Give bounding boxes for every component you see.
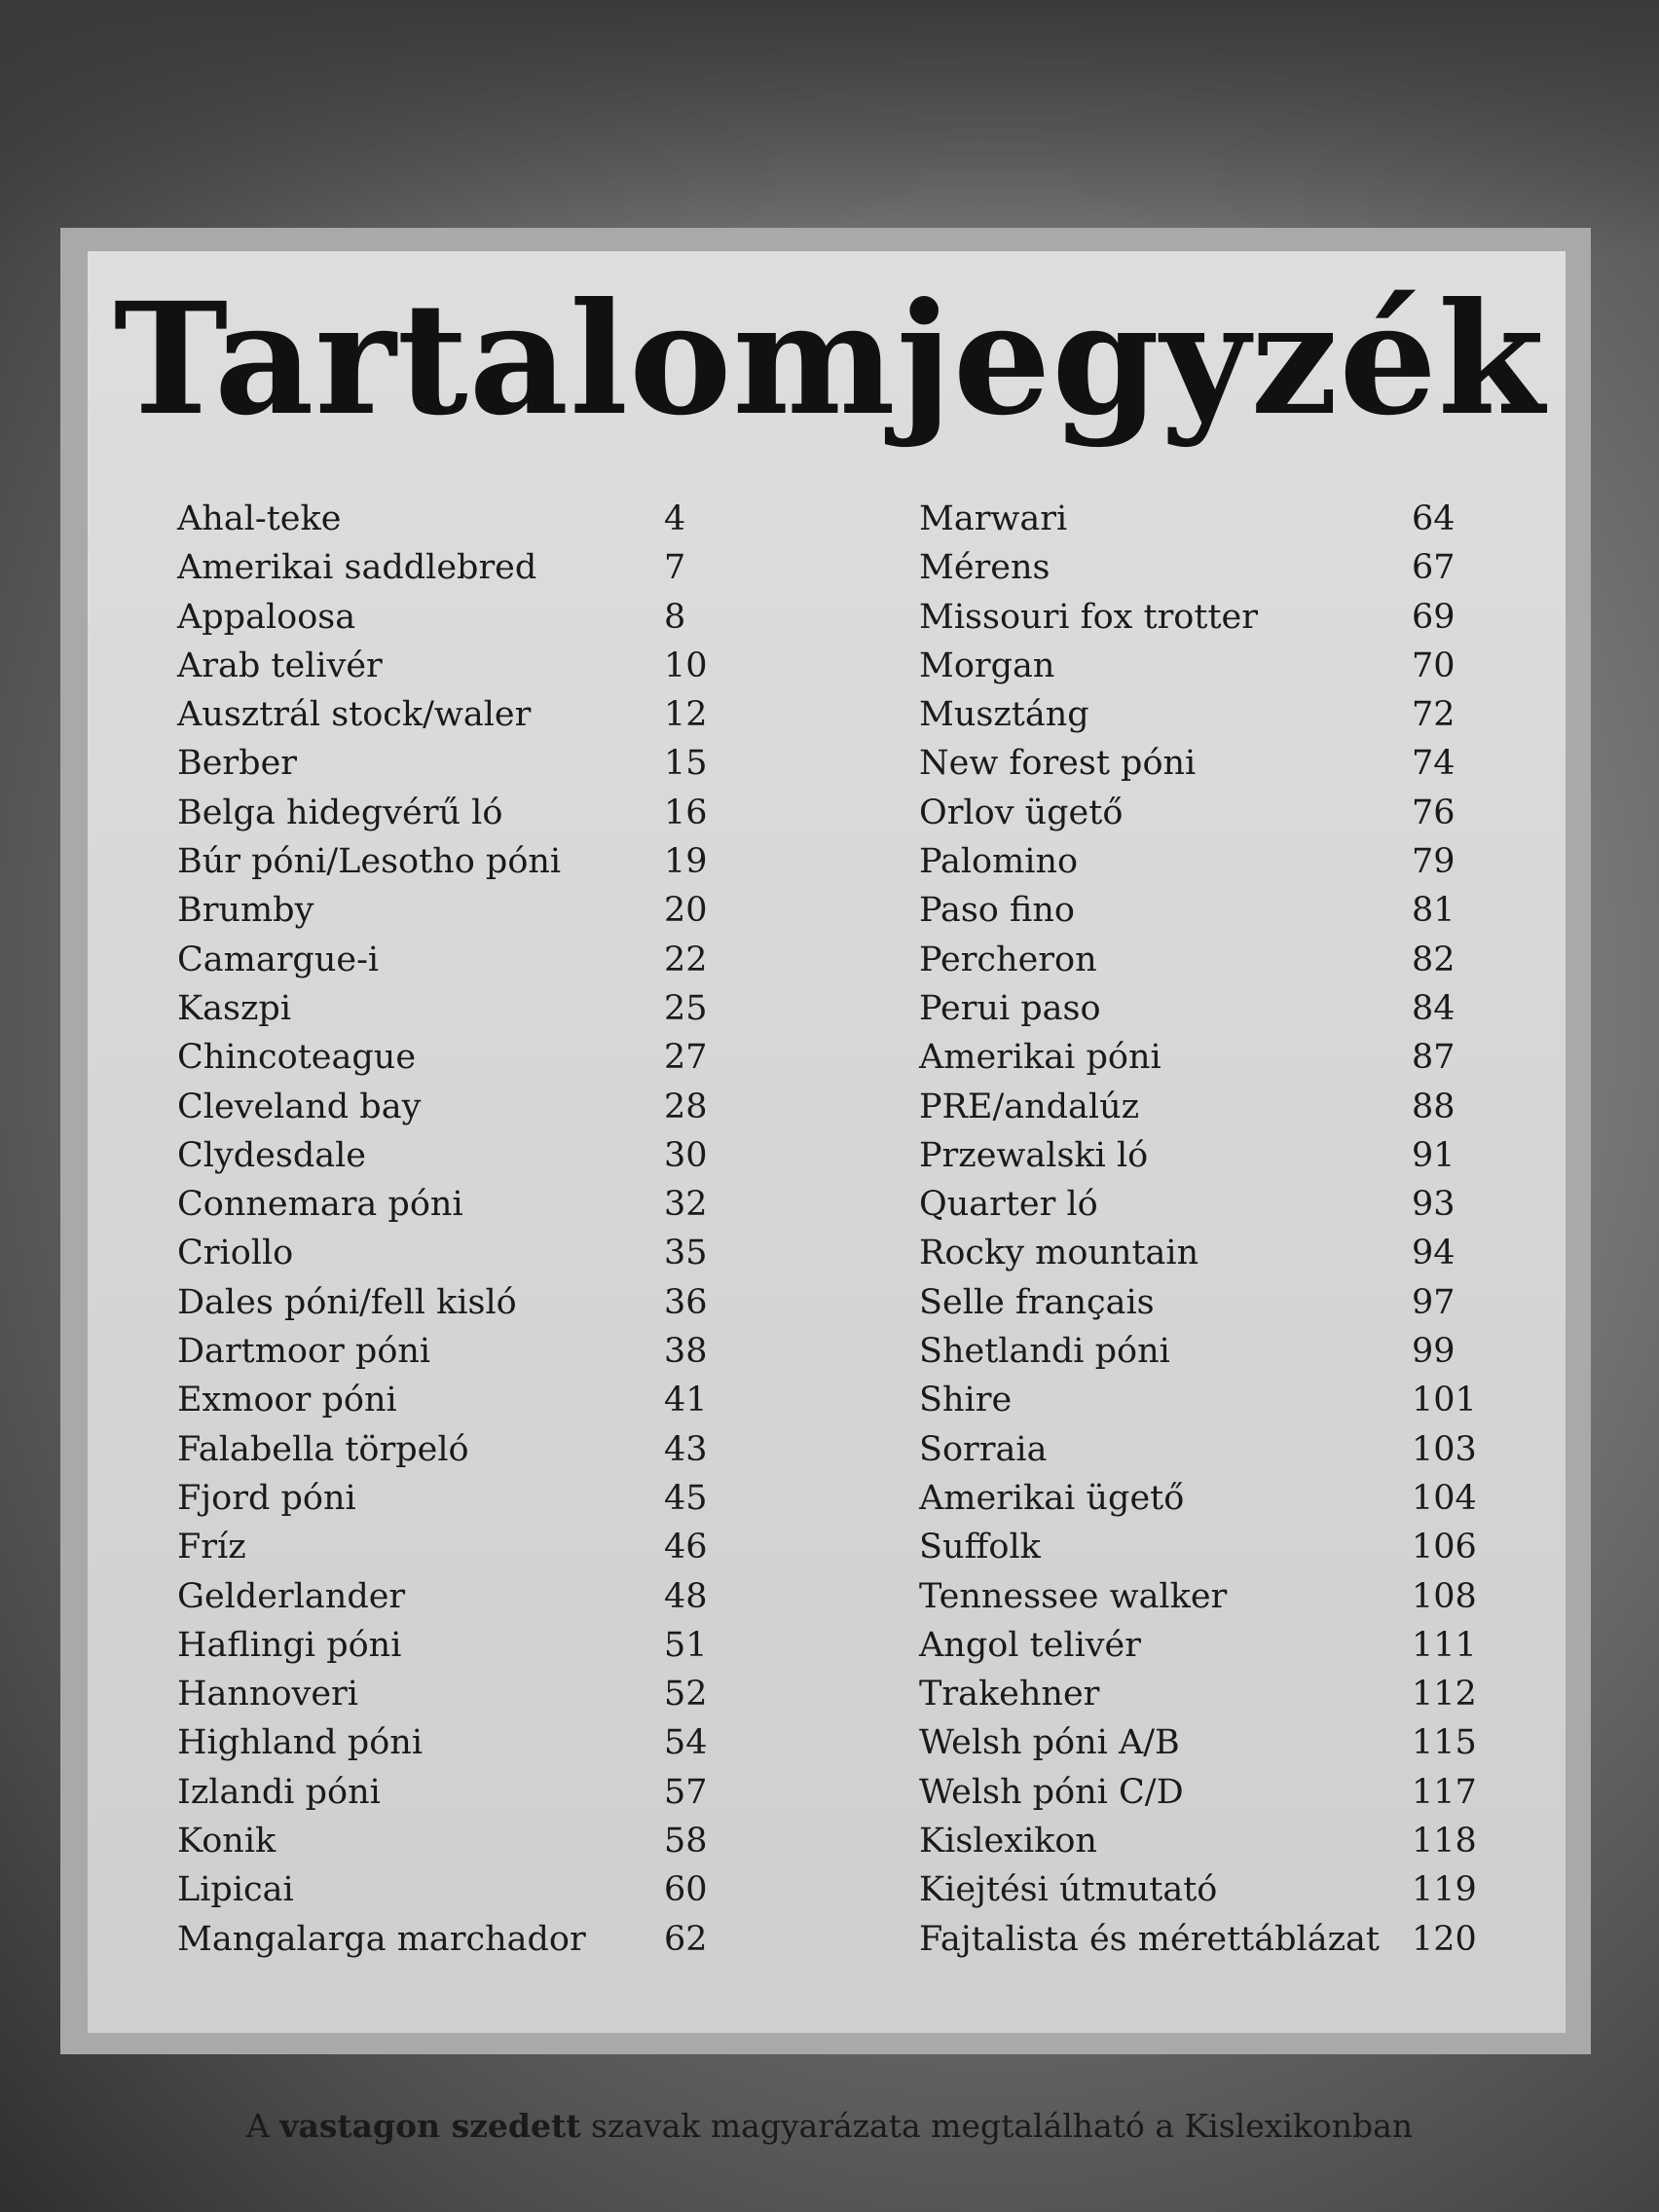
- toc-entry: [919, 1915, 1477, 1964]
- toc-entry-name: Trakehner: [919, 1675, 1100, 1714]
- toc-entry-page: 70: [1412, 645, 1456, 685]
- toc-entry-page: 46: [664, 1528, 708, 1567]
- footnote-suffix: szavak magyarázata megtalálható a Kislexikonban: [590, 2107, 1414, 2145]
- toc-entry-name: Amerikai saddlebred: [177, 548, 537, 588]
- toc-entry: [177, 789, 722, 837]
- toc-entry: [919, 1523, 1477, 1571]
- toc-entry-page: 120: [1412, 1919, 1477, 1959]
- toc-entry-page: 106: [1412, 1528, 1477, 1567]
- toc-entry: [177, 1474, 722, 1523]
- toc-entry-name: Marwari: [919, 499, 1068, 538]
- toc-entry-name: New forest póni: [919, 744, 1197, 784]
- toc-entry-name: Highland póni: [177, 1723, 424, 1763]
- toc-entry-page: 94: [1412, 1234, 1456, 1273]
- toc-entry-page: 74: [1412, 744, 1456, 784]
- toc-entry-page: 111: [1412, 1625, 1477, 1665]
- toc-entry-name: Missouri fox trotter: [919, 597, 1258, 637]
- toc-entry: [919, 1376, 1477, 1424]
- toc-entry-name: Belga hidegvérű ló: [177, 793, 503, 832]
- toc-entry: [919, 1033, 1464, 1082]
- toc-entry-page: 84: [1412, 988, 1456, 1028]
- toc-entry-name: Cleveland bay: [177, 1087, 422, 1126]
- toc-entry-page: 103: [1412, 1429, 1477, 1469]
- page-title: Tartalomjegyzék: [113, 270, 1546, 450]
- toc-entry: [177, 642, 722, 690]
- footnote: [0, 2107, 1659, 2145]
- toc-entry: [919, 1572, 1477, 1621]
- toc-entry: [919, 1131, 1464, 1180]
- toc-entry-name: Kiejtési útmutató: [919, 1870, 1218, 1910]
- toc-entry-name: Clydesdale: [177, 1135, 367, 1175]
- toc-entry-page: 41: [664, 1381, 708, 1420]
- toc-entry-page: 87: [1412, 1038, 1456, 1078]
- toc-entry-name: Búr póni/Lesotho póni: [177, 842, 562, 882]
- toc-entry: [177, 837, 722, 886]
- toc-entry: [177, 739, 722, 788]
- toc-entry-name: Welsh póni A/B: [919, 1723, 1180, 1763]
- toc-entry: [177, 1523, 722, 1571]
- toc-entry-page: 81: [1412, 891, 1456, 931]
- toc-entry: [177, 1376, 722, 1424]
- toc-entry: [177, 1865, 722, 1914]
- toc-entry: [177, 1621, 722, 1670]
- toc-entry-page: 52: [664, 1675, 708, 1714]
- contents-column-left: [177, 495, 722, 1964]
- toc-entry-name: Suffolk: [919, 1528, 1041, 1567]
- toc-entry: [919, 495, 1464, 543]
- toc-entry-page: 25: [664, 988, 708, 1028]
- toc-entry-page: 48: [664, 1576, 708, 1616]
- background-shade: [0, 0, 1659, 253]
- toc-entry-page: 99: [1412, 1332, 1456, 1372]
- toc-entry-name: Mérens: [919, 548, 1051, 588]
- toc-entry: [177, 1718, 722, 1767]
- toc-entry: [177, 936, 722, 984]
- toc-entry-page: 119: [1412, 1870, 1477, 1910]
- contents-column-right: [919, 495, 1477, 1964]
- toc-entry-name: Tennessee walker: [919, 1576, 1228, 1616]
- toc-entry: [177, 1670, 722, 1718]
- toc-entry-name: Falabella törpeló: [177, 1429, 469, 1469]
- toc-entry-name: Fjord póni: [177, 1478, 356, 1518]
- toc-entry: [919, 593, 1464, 642]
- toc-entry: [177, 886, 722, 935]
- toc-entry-page: 64: [1412, 499, 1456, 538]
- toc-entry-page: 60: [664, 1870, 708, 1910]
- toc-entry-page: 67: [1412, 548, 1456, 588]
- toc-entry-name: Konik: [177, 1822, 276, 1862]
- toc-entry: [177, 593, 722, 642]
- toc-entry: [919, 1817, 1477, 1865]
- toc-entry-page: 62: [664, 1919, 708, 1959]
- toc-entry: [919, 739, 1464, 788]
- toc-entry-name: Fríz: [177, 1528, 246, 1567]
- toc-entry-name: Rocky mountain: [919, 1234, 1199, 1273]
- toc-entry-page: 45: [664, 1478, 708, 1518]
- toc-entry: [919, 1180, 1464, 1229]
- toc-entry: [177, 1278, 722, 1327]
- toc-entry-page: 15: [664, 744, 708, 784]
- toc-entry-page: 115: [1412, 1723, 1477, 1763]
- toc-entry-page: 35: [664, 1234, 708, 1273]
- toc-entry: [177, 1229, 722, 1277]
- toc-entry: [919, 1425, 1477, 1474]
- toc-entry-name: Mangalarga marchador: [177, 1919, 586, 1959]
- toc-entry-page: 4: [664, 499, 686, 538]
- toc-entry: [177, 1572, 722, 1621]
- toc-entry-page: 101: [1412, 1381, 1477, 1420]
- toc-entry-page: 82: [1412, 940, 1456, 979]
- toc-entry-name: Connemara póni: [177, 1185, 463, 1225]
- toc-entry-page: 38: [664, 1332, 708, 1372]
- toc-entry: [177, 1915, 722, 1964]
- toc-entry-page: 58: [664, 1822, 708, 1862]
- toc-entry-name: Chincoteague: [177, 1038, 417, 1078]
- toc-entry: [919, 789, 1464, 837]
- toc-entry-name: Brumby: [177, 891, 314, 931]
- toc-entry-name: Izlandi póni: [177, 1772, 381, 1812]
- toc-entry-page: 22: [664, 940, 708, 979]
- toc-entry: [177, 690, 722, 739]
- toc-entry-name: Shire: [919, 1381, 1013, 1420]
- toc-entry: [177, 1425, 722, 1474]
- toc-entry-name: Amerikai póni: [919, 1038, 1161, 1078]
- toc-entry: [177, 1817, 722, 1865]
- toc-entry-page: 93: [1412, 1185, 1456, 1225]
- toc-entry-page: 97: [1412, 1282, 1456, 1322]
- toc-entry: [177, 1768, 722, 1817]
- toc-entry-page: 7: [664, 548, 686, 588]
- toc-entry: [919, 1768, 1477, 1817]
- toc-entry-name: Perui paso: [919, 988, 1101, 1028]
- toc-entry-name: Kaszpi: [177, 988, 292, 1028]
- toc-entry: [919, 1865, 1477, 1914]
- toc-entry-name: Amerikai ügető: [919, 1478, 1185, 1518]
- toc-entry-page: 51: [664, 1625, 708, 1665]
- toc-entry-page: 16: [664, 793, 708, 832]
- toc-entry-name: Ausztrál stock/waler: [177, 695, 532, 735]
- toc-entry-page: 117: [1412, 1772, 1477, 1812]
- toc-entry-name: Orlov ügető: [919, 793, 1124, 832]
- toc-entry-page: 91: [1412, 1135, 1456, 1175]
- toc-entry: [919, 1718, 1477, 1767]
- toc-entry: [177, 1327, 722, 1376]
- toc-entry-page: 32: [664, 1185, 708, 1225]
- toc-entry: [919, 1083, 1464, 1131]
- toc-entry-name: Berber: [177, 744, 298, 784]
- toc-entry-name: Morgan: [919, 645, 1055, 685]
- toc-entry: [177, 495, 722, 543]
- toc-entry-page: 30: [664, 1135, 708, 1175]
- toc-entry-name: Angol telivér: [919, 1625, 1141, 1665]
- toc-entry-page: 88: [1412, 1087, 1456, 1126]
- toc-entry: [919, 1278, 1464, 1327]
- toc-entry-page: 54: [664, 1723, 708, 1763]
- toc-entry: [919, 936, 1464, 984]
- toc-entry-page: 12: [664, 695, 708, 735]
- toc-entry-name: Dartmoor póni: [177, 1332, 431, 1372]
- toc-entry: [919, 1621, 1477, 1670]
- toc-entry-name: Criollo: [177, 1234, 294, 1273]
- toc-entry: [177, 1131, 722, 1180]
- toc-entry-name: Percheron: [919, 940, 1097, 979]
- toc-entry-name: Paso fino: [919, 891, 1075, 931]
- toc-entry-page: 10: [664, 645, 708, 685]
- toc-entry-page: 8: [664, 597, 686, 637]
- toc-entry-name: Fajtalista és mérettáblázat: [919, 1919, 1380, 1959]
- toc-entry-name: Musztáng: [919, 695, 1089, 735]
- toc-entry: [919, 1327, 1464, 1376]
- toc-entry-name: Gelderlander: [177, 1576, 406, 1616]
- toc-entry-page: 69: [1412, 597, 1456, 637]
- toc-entry-page: 20: [664, 891, 708, 931]
- toc-entry: [919, 1229, 1464, 1277]
- toc-entry-page: 19: [664, 842, 708, 882]
- toc-entry-name: Appaloosa: [177, 597, 356, 637]
- toc-entry-name: Haflingi póni: [177, 1625, 402, 1665]
- toc-entry-name: Quarter ló: [919, 1185, 1098, 1225]
- toc-entry: [177, 543, 722, 592]
- toc-entry: [919, 837, 1464, 886]
- toc-entry: [919, 642, 1464, 690]
- toc-entry-name: Kislexikon: [919, 1822, 1097, 1862]
- toc-entry-name: Ahal-teke: [177, 499, 342, 538]
- toc-entry: [919, 1474, 1477, 1523]
- toc-entry-page: 36: [664, 1282, 708, 1322]
- toc-entry-name: Camargue-i: [177, 940, 380, 979]
- toc-entry-name: Welsh póni C/D: [919, 1772, 1184, 1812]
- toc-entry-name: Dales póni/fell kisló: [177, 1282, 517, 1322]
- toc-entry-page: 72: [1412, 695, 1456, 735]
- toc-entry-name: Selle français: [919, 1282, 1155, 1322]
- toc-entry: [919, 543, 1464, 592]
- toc-entry: [177, 984, 722, 1033]
- toc-entry-page: 108: [1412, 1576, 1477, 1616]
- toc-entry-page: 118: [1412, 1822, 1477, 1862]
- toc-entry-name: Lipicai: [177, 1870, 294, 1910]
- toc-entry-page: 57: [664, 1772, 708, 1812]
- toc-entry-name: Sorraia: [919, 1429, 1048, 1469]
- toc-entry: [919, 690, 1464, 739]
- toc-entry-name: Palomino: [919, 842, 1079, 882]
- toc-entry-name: Arab telivér: [177, 645, 383, 685]
- toc-entry: [919, 886, 1464, 935]
- toc-entry-name: Exmoor póni: [177, 1381, 397, 1420]
- footnote-bold: vastagon szedett: [279, 2107, 581, 2145]
- toc-entry: [919, 984, 1464, 1033]
- toc-entry: [177, 1083, 722, 1131]
- toc-entry-name: Przewalski ló: [919, 1135, 1149, 1175]
- toc-entry-name: Shetlandi póni: [919, 1332, 1170, 1372]
- toc-entry-page: 112: [1412, 1675, 1477, 1714]
- toc-entry: [919, 1670, 1477, 1718]
- toc-entry-page: 43: [664, 1429, 708, 1469]
- toc-entry-page: 76: [1412, 793, 1456, 832]
- toc-entry: [177, 1033, 722, 1082]
- toc-entry-page: 28: [664, 1087, 708, 1126]
- toc-entry-name: PRE/andalúz: [919, 1087, 1140, 1126]
- toc-entry-page: 27: [664, 1038, 708, 1078]
- toc-entry-name: Hannoveri: [177, 1675, 358, 1714]
- footnote-prefix: A: [245, 2107, 270, 2145]
- toc-entry-page: 79: [1412, 842, 1456, 882]
- toc-entry-page: 104: [1412, 1478, 1477, 1518]
- toc-entry: [177, 1180, 722, 1229]
